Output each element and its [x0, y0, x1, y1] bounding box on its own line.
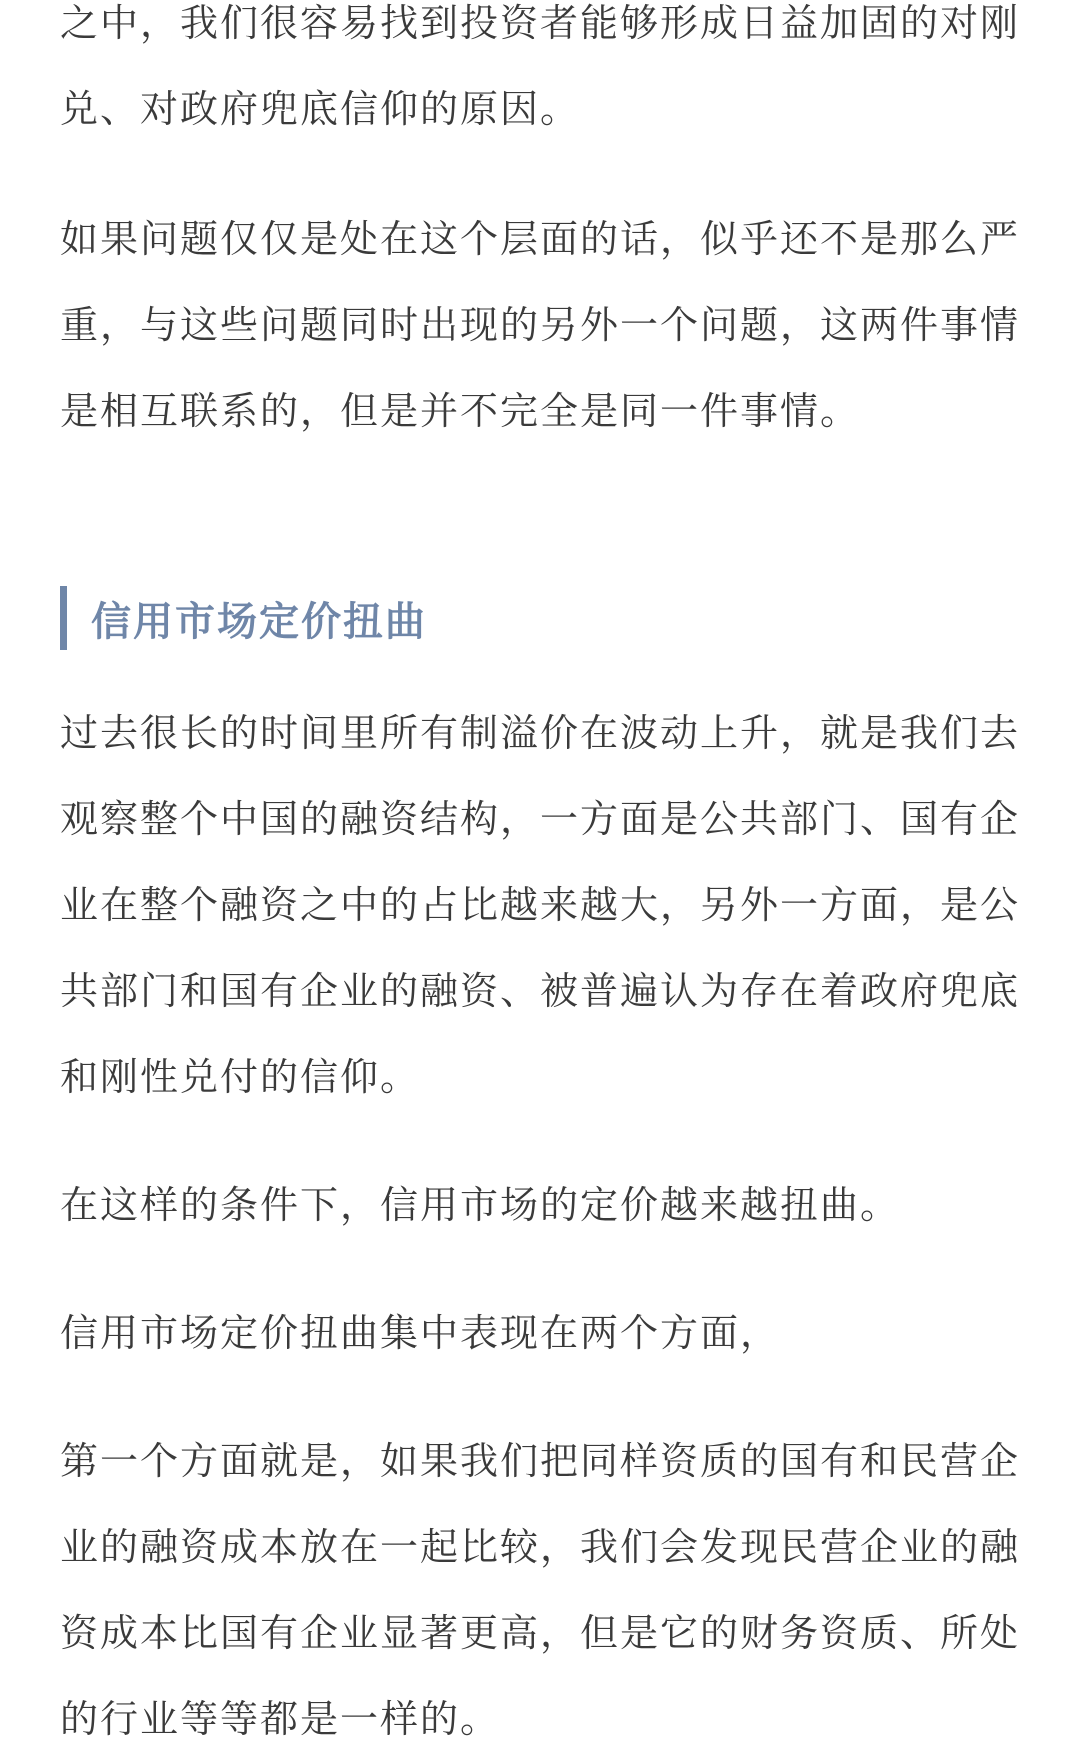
article-paragraph: 第一个方面就是，如果我们把同样资质的国有和民营企业的融资成本放在一起比较，我们会发现民营企业的融资成本比国有企业显著更高，但是它的财务资质、所处的行业等等都是一样的。: [60, 1439, 1021, 1741]
section-heading-text: 信用市场定价扭曲: [91, 598, 427, 645]
section-heading: [60, 586, 427, 650]
heading-accent-bar: [60, 586, 67, 650]
article-paragraph: 过去很长的时间里所有制溢价在波动上升，就是我们去观察整个中国的融资结构，一方面是公共部门、国有企业在整个融资之中的占比越来越大，另外一方面，是公共部门和国有企业的融资、被普遍认为存在着政府兜底和刚性兑付的信仰。: [60, 711, 1021, 1099]
article-paragraph: 之中，我们很容易找到投资者能够形成日益加固的对刚兑、对政府兜底信仰的原因。: [60, 1, 1021, 131]
article-paragraph: 如果问题仅仅是处在这个层面的话，似乎还不是那么严重，与这些问题同时出现的另外一个问题，这两件事情是相互联系的，但是并不完全是同一件事情。: [60, 217, 1021, 433]
article-paragraph: 在这样的条件下，信用市场的定价越来越扭曲。: [60, 1183, 901, 1227]
article-paragraph: 信用市场定价扭曲集中表现在两个方面，: [60, 1311, 781, 1355]
